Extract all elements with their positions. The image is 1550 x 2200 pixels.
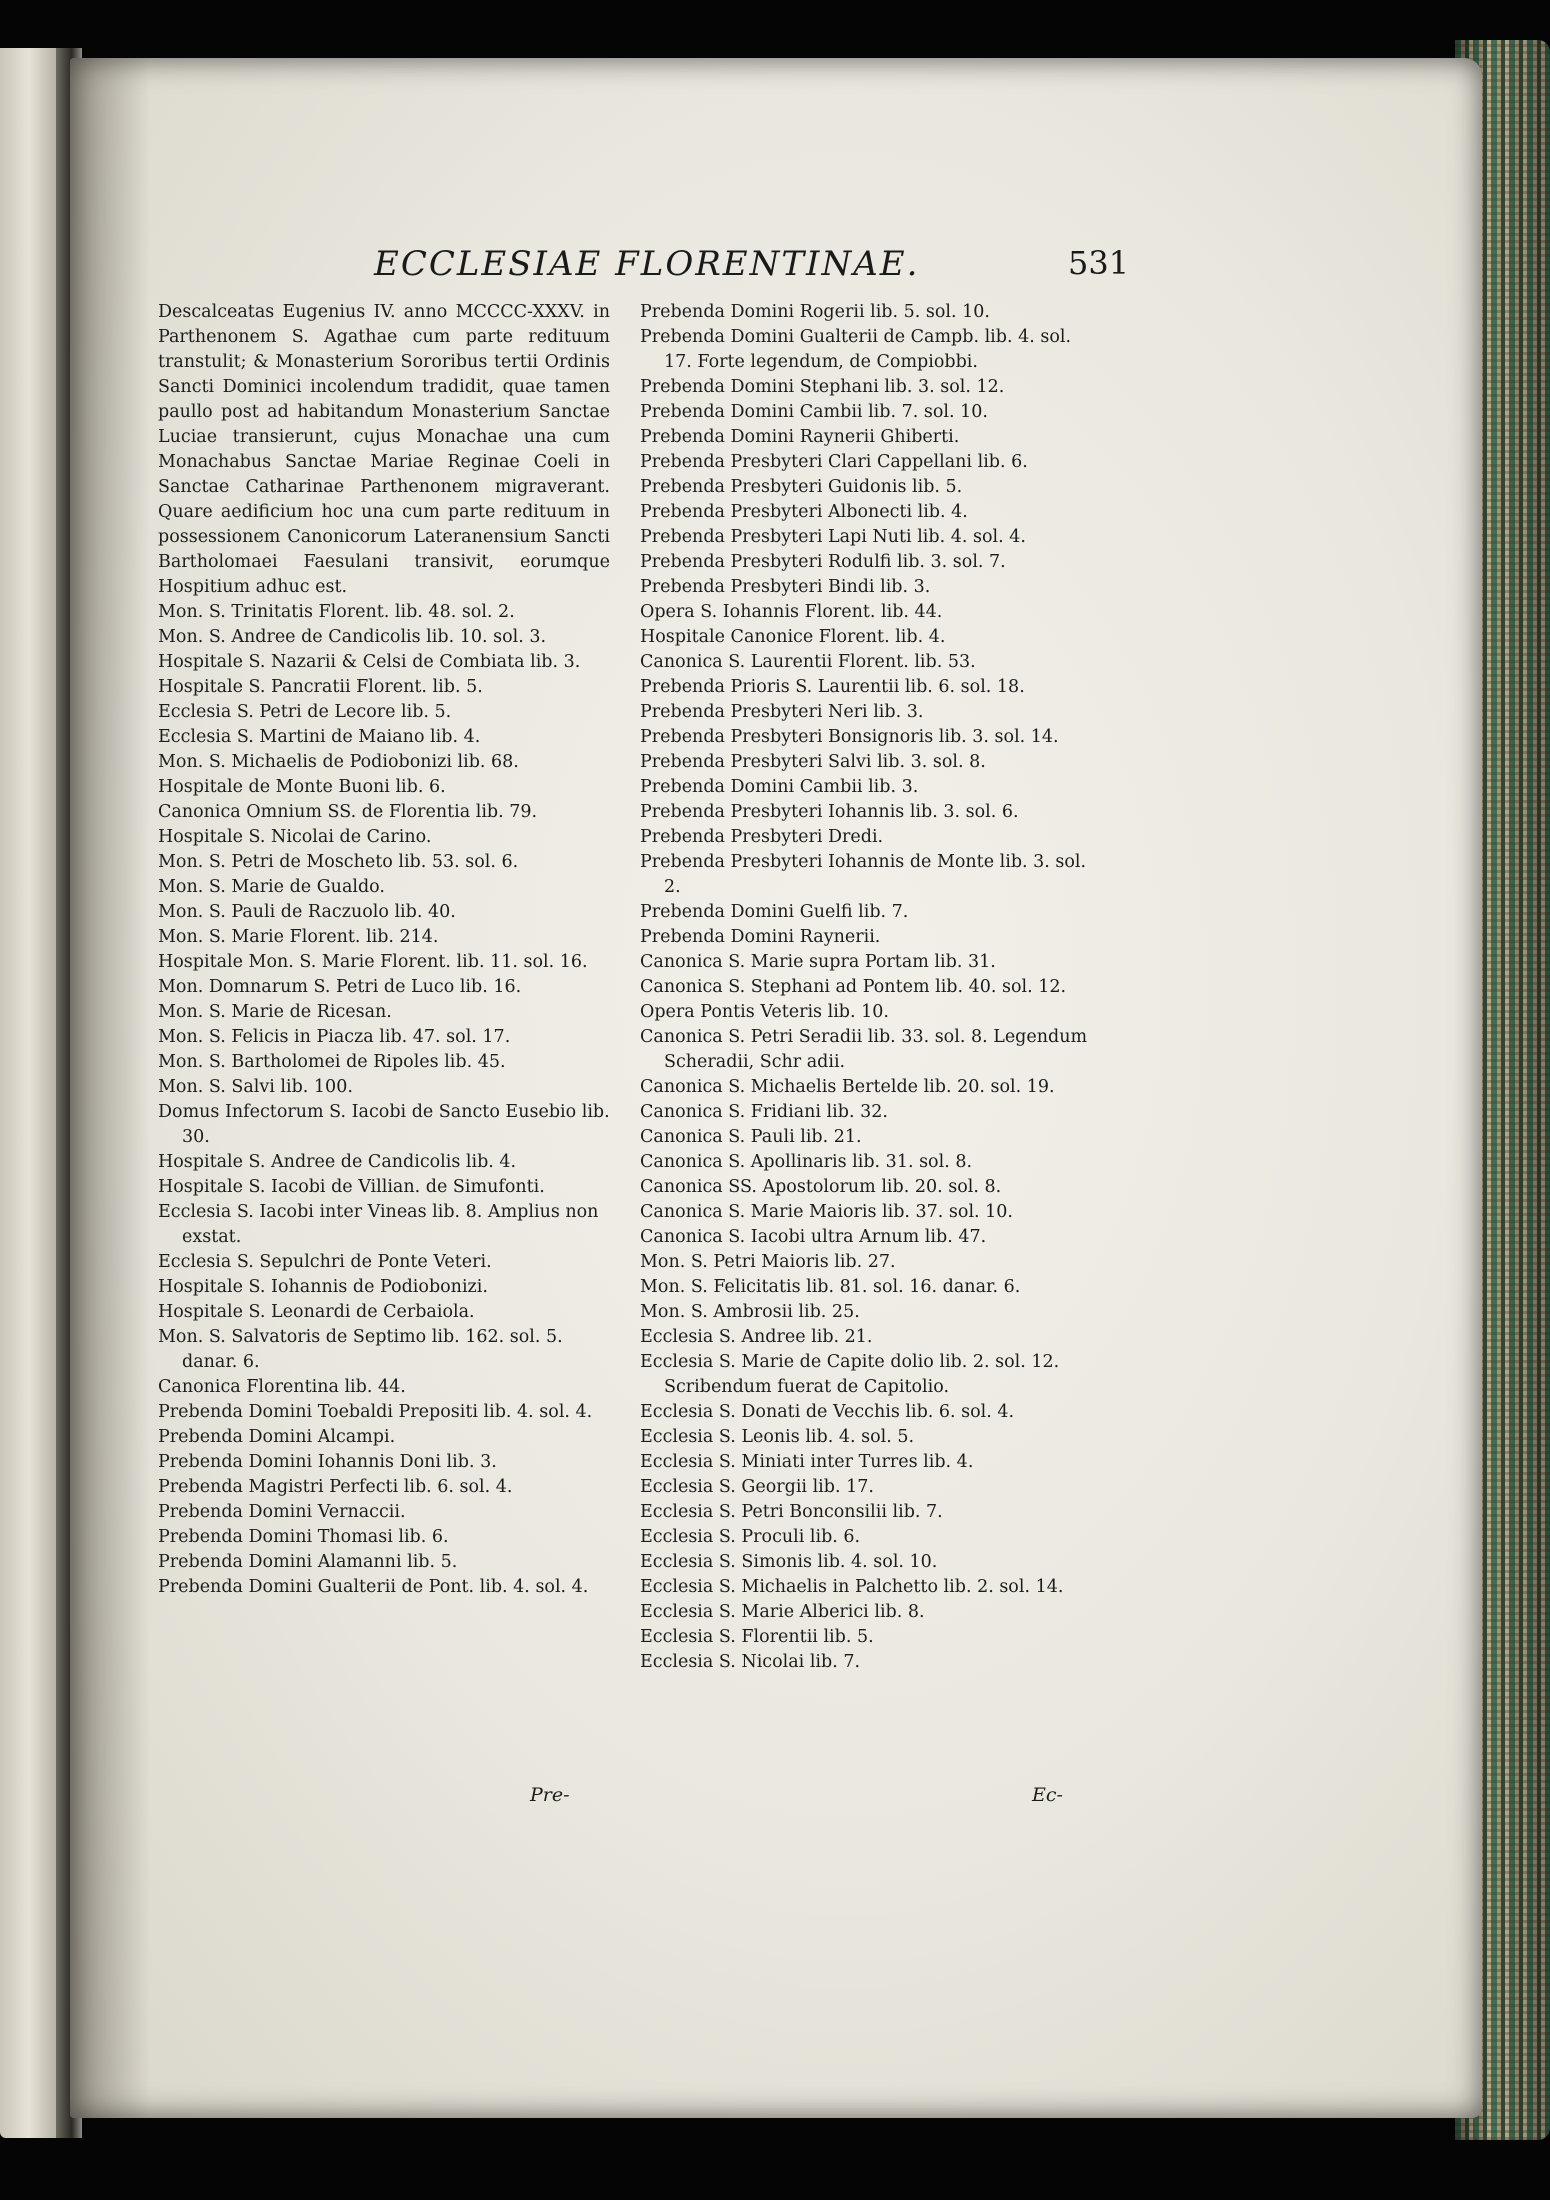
register-entry: Ecclesia S. Marie Alberici lib. 8. bbox=[640, 1602, 925, 1622]
register-entry: Prebenda Presbyteri Clari Cappellani lib. 6. bbox=[640, 452, 1028, 472]
register-entry: Mon. Domnarum S. Petri de Luco lib. 16. bbox=[158, 977, 522, 997]
facing-page-edge bbox=[0, 48, 64, 2138]
register-entry: Mon. S. Salvatoris de Septimo lib. 162. sol. 5. danar. 6. bbox=[158, 1327, 563, 1372]
register-entry: Prebenda Domini Stephani lib. 3. sol. 12. bbox=[640, 377, 1005, 397]
register-entry: Ecclesia S. Leonis lib. 4. sol. 5. bbox=[640, 1427, 915, 1447]
register-entry: Opera S. Iohannis Florent. lib. 44. bbox=[640, 602, 943, 622]
register-entry: Prebenda Domini Gualterii de Pont. lib. 4. sol. 4. bbox=[158, 1577, 589, 1597]
register-entry: Mon. S. Felicitatis lib. 81. sol. 16. danar. 6. bbox=[640, 1277, 1021, 1297]
register-entry: Prebenda Presbyteri Neri lib. 3. bbox=[640, 702, 924, 722]
register-entry: Prebenda Domini Thomasi lib. 6. bbox=[158, 1527, 449, 1547]
register-entry: Mon. S. Michaelis de Podiobonizi lib. 68. bbox=[158, 752, 519, 772]
register-entry: Opera Pontis Veteris lib. 10. bbox=[640, 1002, 889, 1022]
register-entry: Canonica S. Iacobi ultra Arnum lib. 47. bbox=[640, 1227, 987, 1247]
register-entry: Ecclesia S. Proculi lib. 6. bbox=[640, 1527, 861, 1547]
register-entry: Prebenda Domini Vernaccii. bbox=[158, 1502, 406, 1522]
register-entry: Ecclesia S. Sepulchri de Ponte Veteri. bbox=[158, 1252, 492, 1272]
register-entry: Canonica S. Petri Seradii lib. 33. sol. 8. Legendum Scheradii, Schr adii. bbox=[640, 1027, 1088, 1072]
register-entry: Hospitale Mon. S. Marie Florent. lib. 11. sol. 16. bbox=[158, 952, 588, 972]
register-entry: Canonica S. Marie Maioris lib. 37. sol. 10. bbox=[640, 1202, 1013, 1222]
register-entry: Mon. S. Petri Maioris lib. 27. bbox=[640, 1252, 896, 1272]
register-entry: Ecclesia S. Donati de Vecchis lib. 6. sol. 4. bbox=[640, 1402, 1015, 1422]
register-entry: Ecclesia S. Marie de Capite dolio lib. 2. sol. 12. Scribendum fuerat de Capitolio. bbox=[640, 1352, 1060, 1397]
register-entry: Mon. S. Bartholomei de Ripoles lib. 45. bbox=[158, 1052, 506, 1072]
register-entry: Ecclesia S. Martini de Maiano lib. 4. bbox=[158, 727, 481, 747]
register-entry: Prebenda Prioris S. Laurentii lib. 6. sol. 18. bbox=[640, 677, 1025, 697]
register-entry: Prebenda Presbyteri Dredi. bbox=[640, 827, 884, 847]
right-entry-list bbox=[640, 300, 1092, 1675]
register-entry: Prebenda Domini Raynerii. bbox=[640, 927, 881, 947]
register-entry: Mon. S. Marie Florent. lib. 214. bbox=[158, 927, 439, 947]
register-entry: Prebenda Domini Gualterii de Campb. lib. 4. sol. 17. Forte legendum, de Compiobbi. bbox=[640, 327, 1072, 372]
register-entry: Ecclesia S. Petri de Lecore lib. 5. bbox=[158, 702, 452, 722]
page-header bbox=[374, 244, 1214, 294]
register-entry: Prebenda Domini Raynerii Ghiberti. bbox=[640, 427, 960, 447]
register-entry: Canonica S. Laurentii Florent. lib. 53. bbox=[640, 652, 976, 672]
register-entry: Prebenda Domini Alcampi. bbox=[158, 1427, 396, 1447]
register-entry: Hospitale S. Iacobi de Villian. de Simufonti. bbox=[158, 1177, 545, 1197]
register-entry: Prebenda Presbyteri Lapi Nuti lib. 4. sol. 4. bbox=[640, 527, 1026, 547]
register-entry: Hospitale S. Nicolai de Carino. bbox=[158, 827, 432, 847]
register-entry: Mon. S. Pauli de Raczuolo lib. 40. bbox=[158, 902, 456, 922]
register-entry: Canonica S. Pauli lib. 21. bbox=[640, 1127, 862, 1147]
register-entry: Hospitale S. Andree de Candicolis lib. 4. bbox=[158, 1152, 517, 1172]
register-entry: Prebenda Domini Iohannis Doni lib. 3. bbox=[158, 1452, 497, 1472]
register-entry: Mon. S. Petri de Moscheto lib. 53. sol. 6. bbox=[158, 852, 519, 872]
catchword-right: Ec- bbox=[1032, 1784, 1063, 1806]
register-entry: Ecclesia S. Miniati inter Turres lib. 4. bbox=[640, 1452, 974, 1472]
register-entry: Mon. S. Ambrosii lib. 25. bbox=[640, 1302, 860, 1322]
page-number: 531 bbox=[1068, 244, 1130, 282]
register-entry: Hospitale S. Nazarii & Celsi de Combiata lib. 3. bbox=[158, 652, 581, 672]
left-column bbox=[158, 300, 610, 1600]
register-entry: Prebenda Presbyteri Iohannis lib. 3. sol. 6. bbox=[640, 802, 1019, 822]
register-entry: Prebenda Presbyteri Guidonis lib. 5. bbox=[640, 477, 963, 497]
register-entry: Canonica SS. Apostolorum lib. 20. sol. 8. bbox=[640, 1177, 1002, 1197]
register-entry: Mon. S. Salvi lib. 100. bbox=[158, 1077, 353, 1097]
register-entry: Domus Infectorum S. Iacobi de Sancto Eusebio lib. 30. bbox=[158, 1102, 610, 1147]
register-entry: Ecclesia S. Simonis lib. 4. sol. 10. bbox=[640, 1552, 938, 1572]
register-entry: Prebenda Domini Alamanni lib. 5. bbox=[158, 1552, 458, 1572]
running-title: ECCLESIAE FLORENTINAE. bbox=[374, 244, 920, 284]
register-entry: Prebenda Domini Cambii lib. 7. sol. 10. bbox=[640, 402, 988, 422]
register-entry: Prebenda Domini Toebaldi Prepositi lib. 4. sol. 4. bbox=[158, 1402, 593, 1422]
register-entry: Hospitale S. Iohannis de Podiobonizi. bbox=[158, 1277, 488, 1297]
register-entry: Ecclesia S. Petri Bonconsilii lib. 7. bbox=[640, 1502, 943, 1522]
register-entry: Prebenda Domini Guelfi lib. 7. bbox=[640, 902, 909, 922]
intro-paragraph: Descalceatas Eugenius IV. anno MCCCC-XXXV. in Parthenonem S. Agathae cum parte redituum transtulit; & Monasterium Sororibus tertii Ordinis Sancti Dominici incolendum tradidit, quae tamen paullo post ad habitandum Monasterium Sanctae Luciae transierunt, cujus Monachae una cum Monachabus Sanctae Mariae Reginae Coeli in Sanctae Catharinae Parthenonem migraverant. Quare aedificium hoc una cum parte redituum in possessionem Canonicorum Lateranensium Sancti Bartholomaei Faesulani transivit, eorumque Hospitium adhuc est. bbox=[158, 302, 610, 597]
register-entry: Prebenda Presbyteri Albonecti lib. 4. bbox=[640, 502, 968, 522]
register-entry: Mon. S. Andree de Candicolis lib. 10. sol. 3. bbox=[158, 627, 547, 647]
register-entry: Prebenda Domini Cambii lib. 3. bbox=[640, 777, 919, 797]
register-entry: Prebenda Presbyteri Salvi lib. 3. sol. 8. bbox=[640, 752, 986, 772]
register-entry: Hospitale de Monte Buoni lib. 6. bbox=[158, 777, 446, 797]
register-entry: Ecclesia S. Andree lib. 21. bbox=[640, 1327, 873, 1347]
catchword-left: Pre- bbox=[530, 1784, 570, 1806]
register-entry: Hospitale S. Leonardi de Cerbaiola. bbox=[158, 1302, 475, 1322]
register-entry: Ecclesia S. Iacobi inter Vineas lib. 8. Amplius non exstat. bbox=[158, 1202, 599, 1247]
register-entry: Ecclesia S. Florentii lib. 5. bbox=[640, 1627, 874, 1647]
register-entry: Prebenda Presbyteri Bindi lib. 3. bbox=[640, 577, 931, 597]
register-entry: Prebenda Domini Rogerii lib. 5. sol. 10. bbox=[640, 302, 990, 322]
register-entry: Mon. S. Marie de Ricesan. bbox=[158, 1002, 392, 1022]
register-entry: Ecclesia S. Michaelis in Palchetto lib. 2. sol. 14. bbox=[640, 1577, 1064, 1597]
register-entry: Prebenda Presbyteri Iohannis de Monte lib. 3. sol. 2. bbox=[640, 852, 1087, 897]
right-column bbox=[640, 300, 1092, 1675]
register-entry: Prebenda Magistri Perfecti lib. 6. sol. 4. bbox=[158, 1477, 513, 1497]
register-entry: Canonica S. Michaelis Bertelde lib. 20. sol. 19. bbox=[640, 1077, 1055, 1097]
register-entry: Ecclesia S. Nicolai lib. 7. bbox=[640, 1652, 861, 1672]
register-entry: Mon. S. Marie de Gualdo. bbox=[158, 877, 385, 897]
register-entry: Canonica Omnium SS. de Florentia lib. 79. bbox=[158, 802, 538, 822]
register-entry: Canonica S. Fridiani lib. 32. bbox=[640, 1102, 888, 1122]
register-entry: Canonica S. Marie supra Portam lib. 31. bbox=[640, 952, 996, 972]
register-entry: Canonica Florentina lib. 44. bbox=[158, 1377, 406, 1397]
register-entry: Hospitale Canonice Florent. lib. 4. bbox=[640, 627, 946, 647]
register-entry: Prebenda Presbyteri Bonsignoris lib. 3. sol. 14. bbox=[640, 727, 1059, 747]
register-entry: Prebenda Presbyteri Rodulfi lib. 3. sol. 7. bbox=[640, 552, 1006, 572]
register-entry: Canonica S. Apollinaris lib. 31. sol. 8. bbox=[640, 1152, 973, 1172]
left-entry-list bbox=[158, 600, 610, 1600]
register-entry: Mon. S. Felicis in Piacza lib. 47. sol. 17. bbox=[158, 1027, 511, 1047]
register-entry: Hospitale S. Pancratii Florent. lib. 5. bbox=[158, 677, 483, 697]
register-entry: Canonica S. Stephani ad Pontem lib. 40. sol. 12. bbox=[640, 977, 1067, 997]
register-entry: Mon. S. Trinitatis Florent. lib. 48. sol. 2. bbox=[158, 602, 515, 622]
register-entry: Ecclesia S. Georgii lib. 17. bbox=[640, 1477, 874, 1497]
